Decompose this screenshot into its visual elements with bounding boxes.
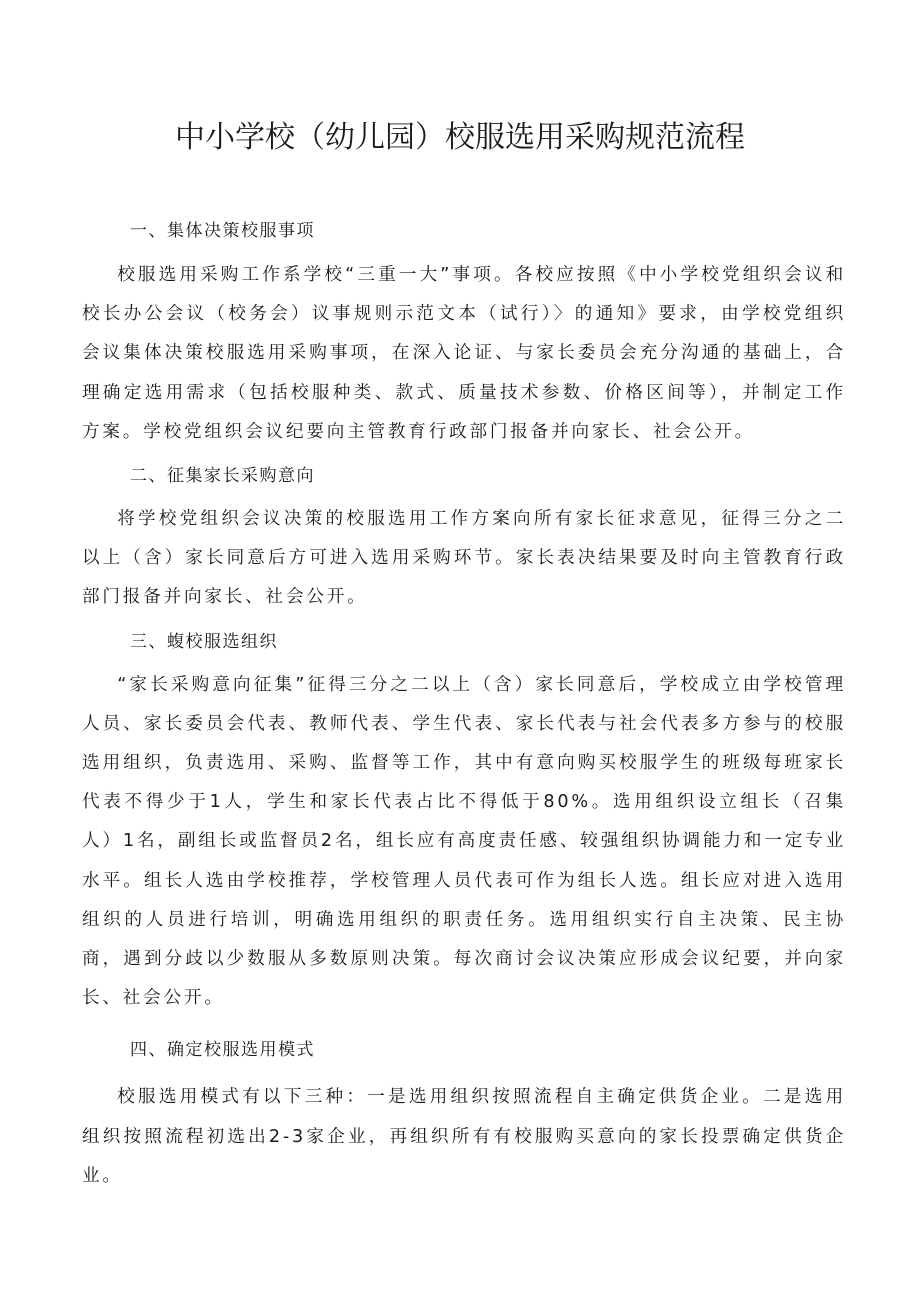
text-line: 校长办公会议（校务会）议事规则示范文本（试行）〉的通知》要求，由学校党组织会 [82, 304, 846, 364]
text-line: 组长人选由学校推荐，学校管理人员代表可作为组长人选。组长应对进入选用组织的人 [82, 870, 846, 930]
section-paragraph [82, 256, 846, 452]
text-line: “家长采购意向征集”征得三分之二以上（含）家长同意后，学校成立由学校管 [117, 674, 826, 695]
text-line: 名，副组长或监督员2名，组长应有高度责任感、较强组织协调能力和一定专业水平。 [82, 831, 846, 891]
section-heading: 三、蝮校服选组织 [130, 631, 278, 652]
document-body [82, 211, 846, 1196]
text-line: 员进行培训，明确选用组织的职责任务。选用组织实行自主决策、民主协商，遇到分歧 [82, 909, 846, 970]
section-heading: 二、征集家长采购意向 [130, 466, 315, 487]
text-line: 学校党组织会议纪要向主管教育行政部门报备并向家长、社会公开。 [143, 421, 756, 442]
section-heading: 一、集体决策校服事项 [130, 221, 315, 241]
text-line: 表不得少于1人，学生和家长代表占比不得低于80%。选用组织设立组长（召集人）1 [82, 792, 846, 852]
text-line: 理人员、家长委员会代表、教师代表、学生代表、家长代表与社会代表多方参与的校服 [82, 674, 846, 734]
section-collective-decision [82, 211, 846, 452]
section-selection-mode [82, 1030, 846, 1196]
document-title: 中小学校（幼儿园）校服选用采购规范流程 [175, 120, 745, 155]
text-line: 选用组织，负责选用、采购、监督等工作，其中有意向购买校服学生的班级每班家长代 [82, 753, 846, 813]
text-line: 将学校党组织会议决策的校服选用工作方案向所有家长征求意见，征得三分之二以 [82, 509, 846, 569]
section-paragraph [82, 666, 846, 1019]
text-line: 议集体决策校服选用采购事项，在深入论证、与家长委员会充分沟通的基础上，合理确 [82, 343, 846, 403]
text-line: 定选用需求（包括校服种类、款式、质量技术参数、价格区间等），并制定工作方案。 [82, 382, 846, 442]
text-line: 报备并向家长、社会公开。 [122, 587, 368, 608]
text-line: 校服选用采购工作系学校“三重一大”事项。各校应按照《中小学校党组织会议和 [117, 265, 846, 285]
text-line: 上（含）家长同意后方可进入选用采购环节。家长表决结果要及时向主管教育行政部门 [82, 548, 846, 608]
text-line: 以少数服从多数原则决策。每次商讨会议决策应形成会议纪要，并向家长、社会公开。 [82, 949, 846, 1009]
text-line: 织按照流程初选出2-3家企业，再组织所有有校服购买意向的家长投票确定供货企业。 [82, 1126, 846, 1186]
section-selection-organization [82, 622, 846, 1019]
section-heading: 四、确定校服选用模式 [130, 1040, 315, 1061]
section-paragraph [82, 1078, 846, 1196]
text-line: 校服选用模式有以下三种：一是选用组织按照流程自主确定供货企业。二是选用组 [82, 1087, 846, 1147]
section-paragraph [82, 500, 846, 618]
section-parent-intent [82, 456, 846, 618]
